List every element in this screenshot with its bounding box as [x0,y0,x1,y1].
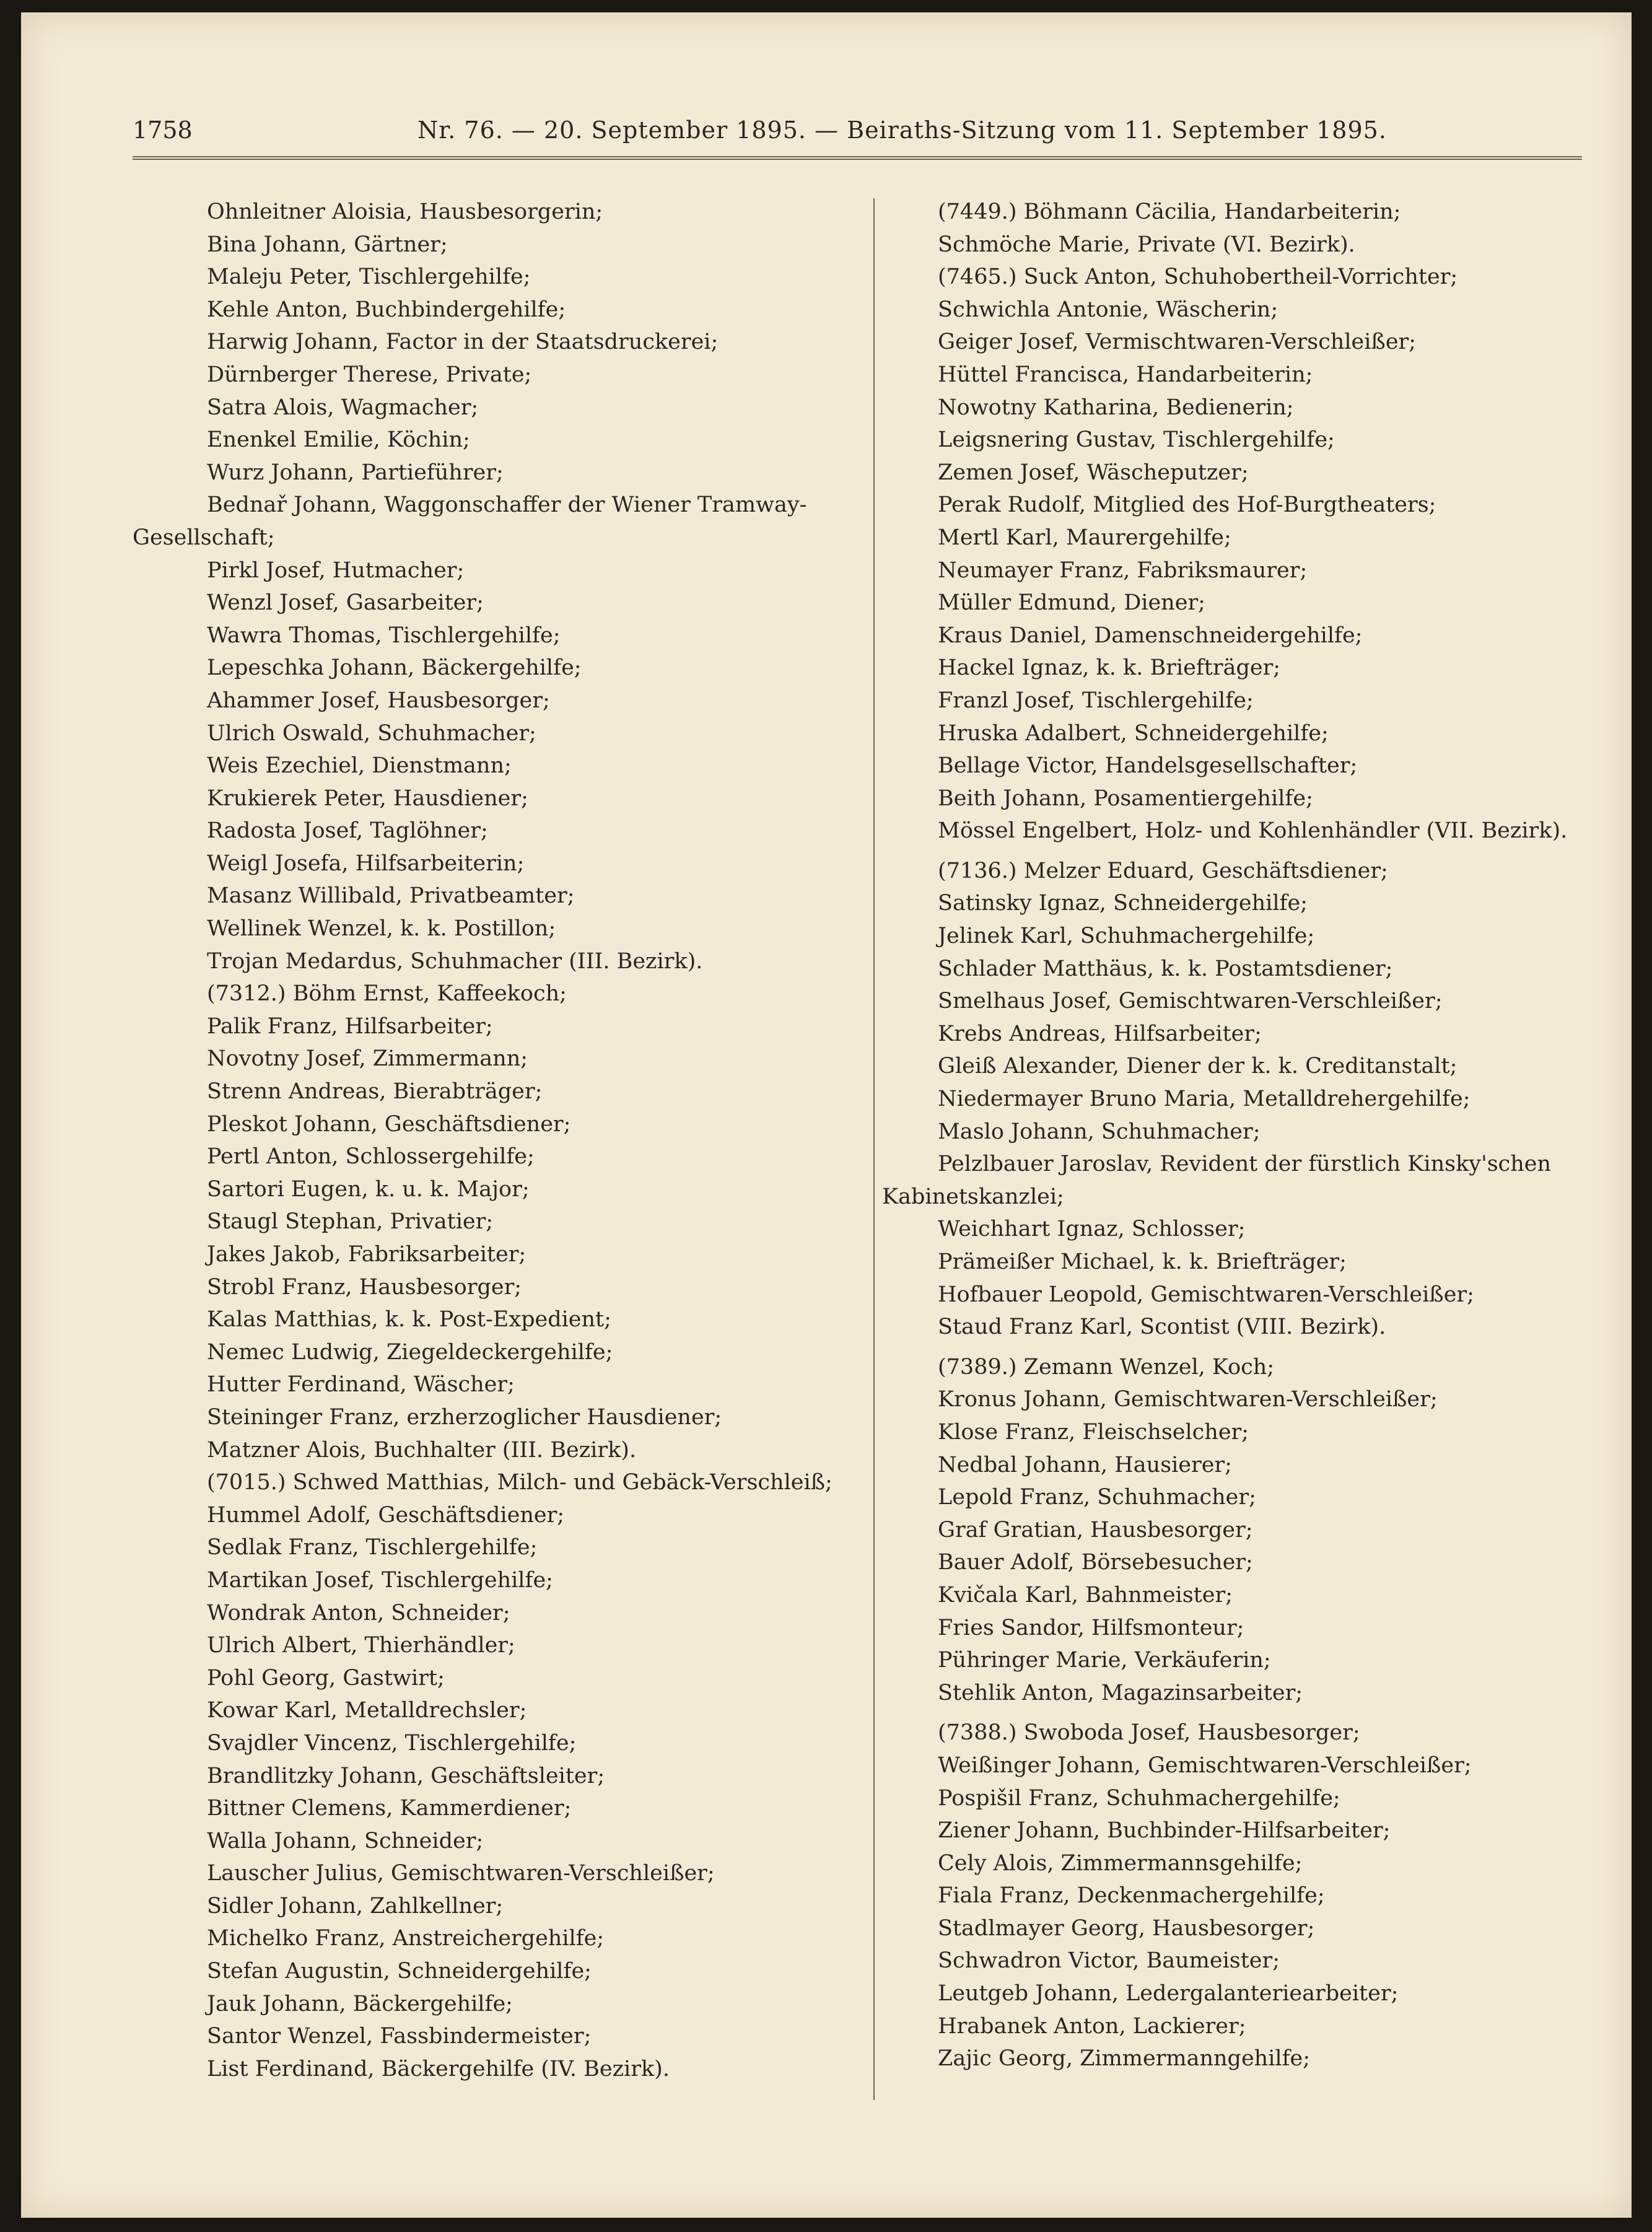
list-entry: Harwig Johann, Factor in der Staatsdruckerei; [207,330,719,355]
list-entry: Kabinetskanzlei; [882,1184,1064,1209]
list-entry: Zajic Georg, Zimmermanngehilfe; [938,2046,1311,2072]
list-entry: Stehlik Anton, Magazinsarbeiter; [938,1680,1303,1705]
list-entry: Weißinger Johann, Gemischtwaren-Verschleißer; [938,1753,1472,1778]
list-entry: Ulrich Albert, Thierhändler; [207,1633,515,1658]
list-entry: Leigsnering Gustav, Tischlergehilfe; [938,427,1335,453]
list-entry: Klose Franz, Fleischselcher; [938,1419,1249,1445]
list-entry: Staud Franz Karl, Scontist (VIII. Bezirk). [938,1315,1386,1340]
list-entry: Weis Ezechiel, Dienstmann; [207,753,512,779]
list-entry: (7449.) Böhmann Cäcilia, Handarbeiterin; [938,199,1401,224]
list-entry: Sartori Eugen, k. u. k. Major; [207,1176,530,1202]
list-entry: Pirkl Josef, Hutmacher; [207,558,465,583]
list-entry: Nowotny Katharina, Bedienerin; [938,395,1294,420]
list-entry: Krebs Andreas, Hilfsarbeiter; [938,1021,1262,1046]
list-entry: Nedbal Johann, Hausierer; [938,1452,1232,1477]
list-entry: Dürnberger Therese, Private; [207,362,532,387]
list-entry: Strobl Franz, Hausbesorger; [207,1274,522,1300]
list-entry: Svajdler Vincenz, Tischlergehilfe; [207,1730,577,1756]
left-column [133,196,857,2085]
list-entry: Geiger Josef, Vermischtwaren-Verschleißer; [938,330,1417,355]
list-entry: Weigl Josefa, Hilfsarbeiterin; [207,851,525,876]
list-entry: Hummel Adolf, Geschäftsdiener; [207,1502,565,1528]
list-entry: Steininger Franz, erzherzoglicher Hausdiener; [207,1404,722,1430]
list-entry: Masanz Willibald, Privatbeamter; [207,883,575,909]
list-entry: Stefan Augustin, Schneidergehilfe; [207,1959,592,1984]
right-column [870,196,1601,2075]
list-entry: Wawra Thomas, Tischlergehilfe; [207,623,561,648]
list-entry: Staugl Stephan, Privatier; [207,1209,494,1235]
page-number: 1758 [133,116,193,144]
header-rule [133,156,1582,160]
list-entry: Ziener Johann, Buchbinder-Hilfsarbeiter; [938,1818,1391,1844]
list-entry: Niedermayer Bruno Maria, Metalldrehergehilfe; [938,1087,1471,1112]
list-entry: Schwadron Victor, Baumeister; [938,1948,1280,1974]
list-entry: Santor Wenzel, Fassbindermeister; [207,2024,592,2049]
list-entry: Wellinek Wenzel, k. k. Postillon; [207,916,556,942]
list-entry: Jelinek Karl, Schuhmachergehilfe; [938,924,1315,949]
list-entry: Kraus Daniel, Damenschneidergehilfe; [938,623,1363,648]
list-entry: Trojan Medardus, Schuhmacher (III. Bezirk). [207,948,703,974]
list-entry: Pühringer Marie, Verkäuferin; [938,1648,1271,1673]
list-entry: List Ferdinand, Bäckergehilfe (IV. Bezirk). [207,2056,670,2081]
list-entry: Bellage Victor, Handelsgesellschafter; [938,753,1358,779]
list-entry: Hofbauer Leopold, Gemischtwaren-Verschleißer; [938,1282,1474,1307]
list-entry: Michelko Franz, Anstreichergehilfe; [207,1926,605,1951]
list-entry: Hutter Ferdinand, Wäscher; [207,1372,515,1398]
list-entry: Kronus Johann, Gemischtwaren-Verschleißer; [938,1387,1438,1412]
list-entry: Weichhart Ignaz, Schlosser; [938,1217,1246,1242]
list-entry: Strenn Andreas, Bierabträger; [207,1079,543,1105]
list-entry: Ohnleitner Aloisia, Hausbesorgerin; [207,199,603,224]
list-entry: Radosta Josef, Taglöhner; [207,818,488,844]
list-entry: (7389.) Zemann Wenzel, Koch; [938,1354,1275,1380]
list-entry: Wurz Johann, Partieführer; [207,460,504,485]
list-entry: Mertl Karl, Maurergehilfe; [938,525,1231,550]
list-entry: (7312.) Böhm Ernst, Kaffeekoch; [207,981,567,1007]
list-entry: Bittner Clemens, Kammerdiener; [207,1796,572,1821]
list-entry: (7388.) Swoboda Josef, Hausbesorger; [938,1720,1360,1746]
list-entry: Fiala Franz, Deckenmachergehilfe; [938,1883,1325,1909]
list-entry: Jakes Jakob, Fabriksarbeiter; [207,1242,527,1267]
list-entry: Ulrich Oswald, Schuhmacher; [207,720,536,746]
list-entry: Gleiß Alexander, Diener der k. k. Creditanstalt; [938,1054,1458,1079]
list-entry: Lepeschka Johann, Bäckergehilfe; [207,655,582,681]
list-entry: Brandlitzky Johann, Geschäftsleiter; [207,1763,605,1788]
list-entry: Smelhaus Josef, Gemischtwaren-Verschleißer; [938,989,1443,1014]
list-entry: Kalas Matthias, k. k. Post-Expedient; [207,1307,611,1333]
list-entry: Müller Edmund, Diener; [938,590,1205,616]
running-title: Nr. 76. — 20. September 1895. — Beiraths-Sitzung vom 11. September 1895. [417,116,1387,144]
list-entry: Mössel Engelbert, Holz- und Kohlenhändler (VII. Bezirk). [938,818,1568,844]
list-entry: Walla Johann, Schneider; [207,1828,484,1853]
list-entry: Zemen Josef, Wäscheputzer; [938,460,1249,485]
list-entry: Nemec Ludwig, Ziegeldeckergehilfe; [207,1339,613,1365]
list-entry: Pospišil Franz, Schuhmachergehilfe; [938,1785,1340,1811]
list-entry: Kowar Karl, Metalldrechsler; [207,1698,527,1723]
list-entry: Maleju Peter, Tischlergehilfe; [207,265,531,290]
list-entry: Hüttel Francisca, Handarbeiterin; [938,362,1313,387]
list-entry: Satra Alois, Wagmacher; [207,395,479,420]
list-entry: Cely Alois, Zimmermannsgehilfe; [938,1850,1303,1876]
list-entry: (7015.) Schwed Matthias, Milch- und Gebäck-Verschleiß; [207,1470,833,1495]
list-entry: Prämeißer Michael, k. k. Briefträger; [938,1249,1347,1274]
list-entry: Bina Johann, Gärtner; [207,232,448,257]
list-entry: Sidler Johann, Zahlkellner; [207,1893,504,1919]
list-entry: Pleskot Johann, Geschäftsdiener; [207,1111,571,1137]
list-entry: Martikan Josef, Tischlergehilfe; [207,1567,553,1593]
list-entry: Pertl Anton, Schlossergehilfe; [207,1144,535,1170]
list-entry: Beith Johann, Posamentiergehilfe; [938,786,1313,811]
list-entry: Gesellschaft; [133,525,275,550]
list-entry: Schwichla Antonie, Wäscherin; [938,297,1278,322]
list-entry: Stadlmayer Georg, Hausbesorger; [938,1915,1315,1941]
list-entry: Franzl Josef, Tischlergehilfe; [938,688,1254,713]
page-header [133,105,1582,155]
document-page [21,12,1632,2218]
list-entry: Wondrak Anton, Schneider; [207,1600,510,1626]
list-entry: Schmöche Marie, Private (VI. Bezirk). [938,232,1355,257]
list-entry: Leutgeb Johann, Ledergalanteriearbeiter; [938,1981,1399,2007]
list-entry: Hrabanek Anton, Lackierer; [938,2013,1246,2039]
list-entry: Wenzl Josef, Gasarbeiter; [207,590,484,616]
list-entry: Palik Franz, Hilfsarbeiter; [207,1013,493,1039]
list-entry: Ahammer Josef, Hausbesorger; [207,688,550,713]
list-entry: Graf Gratian, Hausbesorger; [938,1517,1253,1543]
list-entry: Lepold Franz, Schuhmacher; [938,1485,1256,1510]
list-entry: Lauscher Julius, Gemischtwaren-Verschleißer; [207,1861,715,1886]
list-entry: (7136.) Melzer Eduard, Geschäftsdiener; [938,858,1388,883]
list-entry: (7465.) Suck Anton, Schuhobertheil-Vorrichter; [938,265,1458,290]
list-entry: Novotny Josef, Zimmermann; [207,1046,528,1072]
list-entry: Matzner Alois, Buchhalter (III. Bezirk). [207,1437,637,1463]
list-entry: Hruska Adalbert, Schneidergehilfe; [938,720,1329,746]
list-entry: Jauk Johann, Bäckergehilfe; [207,1991,513,2016]
list-entry: Enenkel Emilie, Köchin; [207,427,470,453]
list-entry: Maslo Johann, Schuhmacher; [938,1119,1261,1144]
list-entry: Sedlak Franz, Tischlergehilfe; [207,1535,538,1560]
list-entry: Kehle Anton, Buchbindergehilfe; [207,297,566,322]
list-entry: Perak Rudolf, Mitglied des Hof-Burgtheaters; [938,492,1436,518]
list-entry: Neumayer Franz, Fabriksmaurer; [938,558,1308,583]
list-entry: Fries Sandor, Hilfsmonteur; [938,1615,1244,1640]
list-entry: Bauer Adolf, Börsebesucher; [938,1550,1253,1575]
list-entry: Bednař Johann, Waggonschaffer der Wiener Tramway- [207,492,807,518]
list-entry: Pohl Georg, Gastwirt; [207,1665,445,1691]
list-entry: Schlader Matthäus, k. k. Postamtsdiener; [938,956,1393,981]
list-entry: Pelzlbauer Jaroslav, Revident der fürstlich Kinsky'schen [938,1152,1552,1177]
list-entry: Satinsky Ignaz, Schneidergehilfe; [938,891,1308,916]
list-entry: Hackel Ignaz, k. k. Briefträger; [938,655,1281,681]
list-entry: Kvičala Karl, Bahnmeister; [938,1582,1233,1608]
list-entry: Krukierek Peter, Hausdiener; [207,786,528,811]
